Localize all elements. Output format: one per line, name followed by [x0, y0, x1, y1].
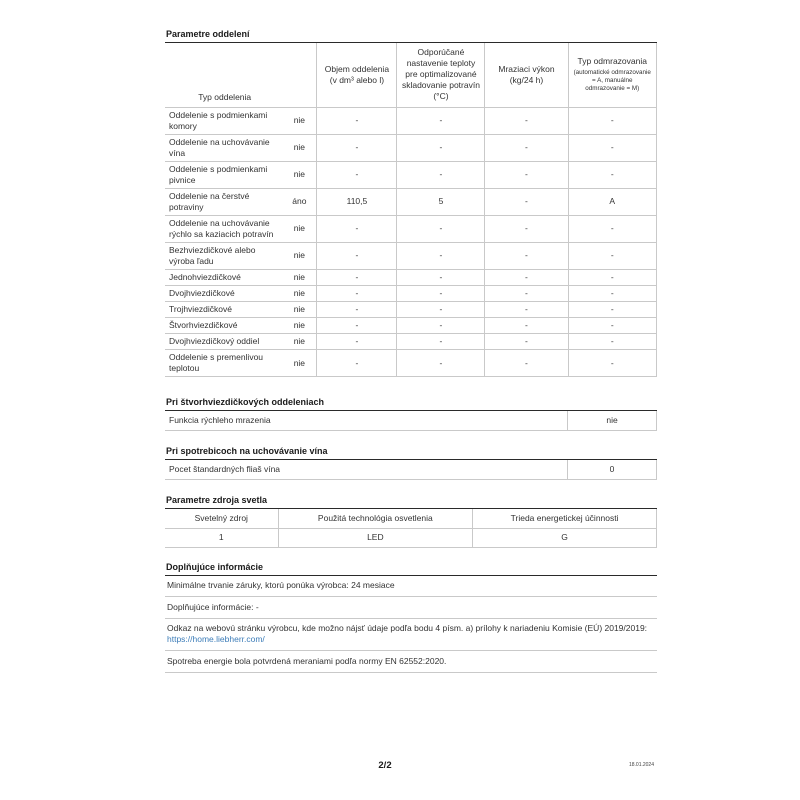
column-header-defrost-legend: (automatické odmrazovanie = A, manuálne odmrazovanie = M)	[573, 68, 651, 92]
temperature-value: 5	[397, 188, 485, 215]
compartment-presence: nie	[293, 272, 306, 283]
table-row	[165, 242, 657, 269]
volume-value: -	[317, 161, 397, 188]
volume-value: -	[317, 242, 397, 269]
compartment-label: Oddelenie s podmienkami pivnice	[169, 163, 268, 185]
temperature-value: -	[397, 107, 485, 134]
energy-measurement-note-row: Spotreba energie bola potvrdená meraniami podľa normy EN 62552:2020.	[165, 651, 657, 672]
temperature-value: -	[397, 318, 485, 334]
freezing-capacity-value: -	[485, 188, 568, 215]
compartments-header-row	[165, 43, 657, 107]
freezing-capacity-value: -	[485, 107, 568, 134]
table-row	[165, 318, 657, 334]
temperature-value: -	[397, 270, 485, 286]
compartment-presence: nie	[293, 250, 306, 261]
freezing-capacity-value: -	[485, 350, 568, 377]
compartment-presence: áno	[292, 196, 307, 207]
compartment-presence: nie	[293, 223, 306, 234]
freezing-capacity-value: -	[485, 242, 568, 269]
defrost-type-value: -	[568, 215, 657, 242]
volume-value: -	[317, 107, 397, 134]
light-technology-value: LED	[278, 528, 473, 547]
freezing-capacity-value: -	[485, 270, 568, 286]
compartment-presence: nie	[293, 142, 306, 153]
freezing-capacity-value: -	[485, 302, 568, 318]
compartment-presence: nie	[293, 288, 306, 299]
defrost-type-value: -	[568, 242, 657, 269]
manufacturer-link-prefix: Odkaz na webovú stránku výrobcu, kde možno nájsť údaje podľa bodu 4 písm. a) prílohy k nariadeniu Komisie (EÚ) 2019/2019:	[167, 623, 648, 634]
compartment-type-cell	[165, 242, 317, 269]
light-source-value-row	[165, 528, 657, 547]
compartment-type-cell	[165, 350, 317, 377]
defrost-type-value: -	[568, 286, 657, 302]
section-title-four-star: Pri štvorhviezdičkových oddeleniach	[165, 397, 657, 411]
defrost-type-value: -	[568, 350, 657, 377]
volume-value: -	[317, 270, 397, 286]
compartment-label: Trojhviezdičkové	[169, 304, 232, 315]
volume-value: -	[317, 318, 397, 334]
light-technology-header: Použitá technológia osvetlenia	[278, 509, 473, 528]
compartment-label: Štvorhviezdičkové	[169, 320, 238, 331]
column-header-defrost-type: Typ odmrazovania (automatické odmrazovanie = A, manuálne odmrazovanie = M)	[568, 43, 657, 107]
defrost-type-value: -	[568, 134, 657, 161]
compartment-type-cell	[165, 161, 317, 188]
volume-value: -	[317, 286, 397, 302]
defrost-type-value: -	[568, 302, 657, 318]
compartment-presence: nie	[293, 320, 306, 331]
compartment-type-cell	[165, 134, 317, 161]
light-source-table	[165, 509, 657, 547]
freezing-capacity-value: -	[485, 134, 568, 161]
temperature-value: -	[397, 215, 485, 242]
temperature-value: -	[397, 334, 485, 350]
fast-freeze-label: Funkcia rýchleho mrazenia	[165, 411, 568, 431]
document-date: 18.01.2024	[628, 762, 654, 768]
freezing-capacity-value: -	[485, 286, 568, 302]
temperature-value: -	[397, 302, 485, 318]
table-row	[165, 286, 657, 302]
compartment-label: Oddelenie na uchovávanie rýchlo sa kaziacich potravín	[169, 217, 274, 239]
compartments-body	[165, 107, 657, 377]
temperature-value: -	[397, 350, 485, 377]
freezing-capacity-value: -	[485, 318, 568, 334]
temperature-value: -	[397, 134, 485, 161]
table-row	[165, 107, 657, 134]
compartment-label: Jednohviezdičkové	[169, 272, 241, 283]
table-row	[165, 215, 657, 242]
volume-value: 110,5	[317, 188, 397, 215]
temperature-value: -	[397, 286, 485, 302]
table-row	[165, 302, 657, 318]
freezing-capacity-value: -	[485, 215, 568, 242]
defrost-type-value: -	[568, 318, 657, 334]
table-row	[165, 460, 657, 480]
volume-value: -	[317, 334, 397, 350]
compartment-label: Oddelenie na čerstvé potraviny	[169, 190, 250, 212]
volume-value: -	[317, 350, 397, 377]
compartment-label: Oddelenie na uchovávanie vína	[169, 136, 270, 158]
column-header-freezing-capacity: Mraziaci výkon (kg/24 h)	[485, 43, 568, 107]
volume-value: -	[317, 302, 397, 318]
light-energy-class-header: Trieda energetickej účinnosti	[473, 509, 657, 528]
table-row	[165, 334, 657, 350]
compartment-type-cell	[165, 188, 317, 215]
section-title-wine: Pri spotrebicoch na uchovávanie vína	[165, 446, 657, 460]
temperature-value: -	[397, 242, 485, 269]
page-number: 2/2	[378, 760, 392, 771]
table-row	[165, 270, 657, 286]
defrost-type-value: -	[568, 270, 657, 286]
compartment-type-cell	[165, 215, 317, 242]
warranty-row: Minimálne trvanie záruky, ktorú ponúka výrobca: 24 mesiace	[165, 576, 657, 597]
four-star-table	[165, 411, 657, 431]
temperature-value: -	[397, 161, 485, 188]
extra-info-row: Doplňujúce informácie: -	[165, 597, 657, 618]
manufacturer-link-row	[165, 619, 657, 652]
compartment-presence: nie	[293, 357, 306, 368]
freezing-capacity-value: -	[485, 161, 568, 188]
compartment-label: Dvojhviezdičkový oddiel	[169, 336, 260, 347]
volume-value: -	[317, 134, 397, 161]
compartment-type-cell	[165, 334, 317, 350]
column-header-type: Typ oddelenia	[165, 43, 317, 107]
compartment-type-cell	[165, 270, 317, 286]
light-source-header-row	[165, 509, 657, 528]
compartment-label: Dvojhviezdičkové	[169, 288, 235, 299]
compartment-type-cell	[165, 302, 317, 318]
light-energy-class-value: G	[473, 528, 657, 547]
table-row	[165, 411, 657, 431]
defrost-type-value: -	[568, 334, 657, 350]
wine-bottles-value: 0	[568, 460, 657, 480]
compartment-presence: nie	[293, 336, 306, 347]
compartment-label: Oddelenie s podmienkami komory	[169, 109, 268, 131]
datasheet-content	[165, 29, 657, 673]
table-row	[165, 161, 657, 188]
compartments-table	[165, 43, 657, 377]
table-row	[165, 350, 657, 377]
freezing-capacity-value: -	[485, 334, 568, 350]
compartment-presence: nie	[293, 115, 306, 126]
defrost-type-value: -	[568, 107, 657, 134]
compartment-type-cell	[165, 107, 317, 134]
light-source-count-value: 1	[165, 528, 278, 547]
defrost-type-value: A	[568, 188, 657, 215]
compartment-label: Oddelenie s premenlivou teplotou	[169, 352, 264, 374]
section-title-compartments: Parametre oddelení	[165, 29, 657, 43]
column-header-volume: Objem oddelenia (v dm³ alebo l)	[317, 43, 397, 107]
compartment-presence: nie	[293, 304, 306, 315]
section-title-additional-info: Doplňujúce informácie	[165, 562, 657, 576]
fast-freeze-value: nie	[568, 411, 657, 431]
wine-table	[165, 460, 657, 480]
column-header-temperature: Odporúčané nastavenie teploty pre optimalizované skladovanie potravín (°C)	[397, 43, 485, 107]
defrost-type-value: -	[568, 161, 657, 188]
compartment-presence: nie	[293, 169, 306, 180]
wine-bottles-label: Pocet štandardných fliaš vína	[165, 460, 568, 480]
table-row	[165, 134, 657, 161]
compartment-label: Bezhviezdičkové alebo výroba ľadu	[169, 244, 256, 267]
compartment-type-cell	[165, 318, 317, 334]
light-source-count-header: Svetelný zdroj	[165, 509, 278, 528]
section-title-light-source: Parametre zdroja svetla	[165, 495, 657, 509]
table-row	[165, 188, 657, 215]
manufacturer-website-link[interactable]: https://home.liebherr.com/	[167, 634, 265, 645]
compartment-type-cell	[165, 286, 317, 302]
volume-value: -	[317, 215, 397, 242]
